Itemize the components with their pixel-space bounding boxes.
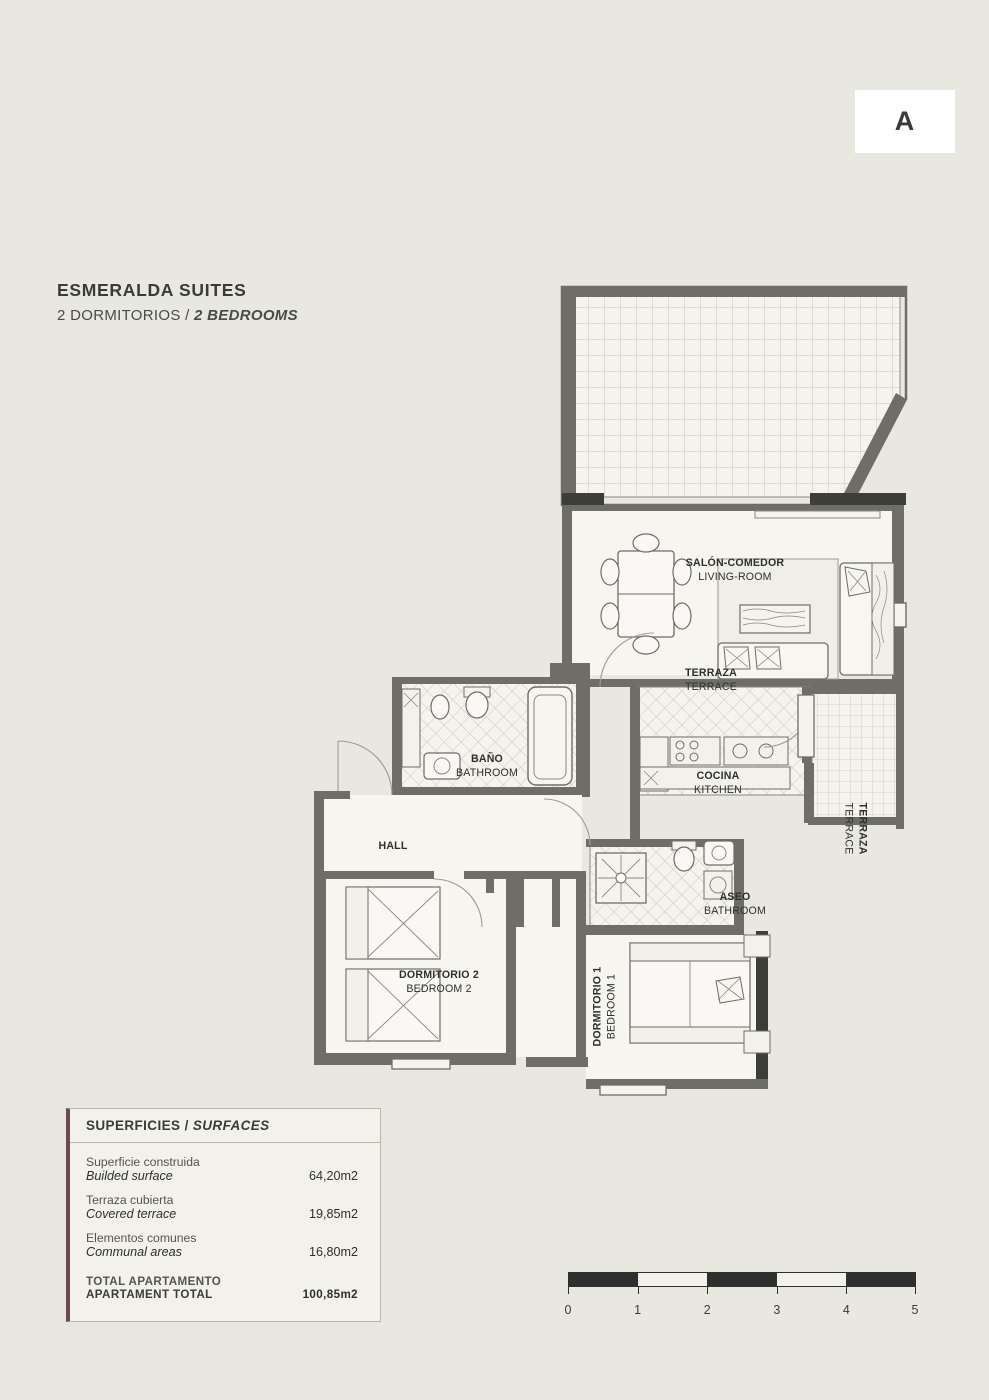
surface-row-builded	[86, 1155, 366, 1183]
surfaces-header-en: SURFACES	[192, 1118, 270, 1133]
surface-row-total	[86, 1273, 366, 1301]
surface-label-en: Builded surface	[86, 1169, 173, 1183]
surface-row-communal-areas	[86, 1231, 366, 1259]
room-label-hall: HALL	[378, 840, 408, 852]
scale-tick-label: 2	[703, 1303, 711, 1317]
room-label-terrace-main: TERRAZA TERRACE	[684, 667, 738, 693]
surface-value: 64,20m2	[308, 1169, 358, 1183]
subtitle-separator: /	[180, 307, 195, 324]
scale-tick-label: 3	[773, 1303, 781, 1317]
surface-total-value: 100,85m2	[302, 1288, 358, 1301]
scale-tick-label: 4	[842, 1303, 850, 1317]
floor-plan	[300, 275, 920, 1105]
surfaces-header-separator: /	[180, 1118, 193, 1133]
scale-segment	[846, 1273, 915, 1286]
room-label-bedroom-1: DORMITORIO 1 BEDROOM 1	[591, 966, 617, 1047]
plan-letter-badge	[855, 90, 955, 153]
surfaces-header	[70, 1109, 380, 1143]
project-title: ESMERALDA SUITES	[57, 280, 247, 300]
surface-label-es: Superficie construida	[86, 1155, 200, 1169]
room-label-kitchen: COCINA KITCHEN	[694, 770, 742, 796]
scale-segment	[638, 1273, 707, 1286]
surface-label-en: Covered terrace	[86, 1207, 177, 1221]
surface-total-label-es: TOTAL APARTAMENTO	[86, 1275, 222, 1288]
room-label-living-room: SALÓN-COMEDOR LIVING-ROOM	[685, 557, 785, 583]
scale-bar	[564, 1272, 919, 1323]
scale-segment	[707, 1273, 776, 1286]
surfaces-body	[70, 1143, 380, 1321]
room-label-bathroom-main: BAÑO BATHROOM	[455, 753, 519, 779]
scale-segment	[569, 1273, 638, 1286]
surface-label-en: Communal areas	[86, 1245, 182, 1259]
scale-segment	[777, 1273, 846, 1286]
surface-value: 16,80m2	[308, 1245, 358, 1259]
project-subtitle	[57, 307, 298, 324]
scale-ticks	[568, 1287, 916, 1294]
scale-tick-label: 0	[564, 1303, 572, 1317]
scale-tick-labels	[564, 1303, 919, 1323]
subtitle-en: 2 BEDROOMS	[194, 307, 298, 324]
scale-bar-strip	[568, 1272, 916, 1287]
scale-tick-label: 1	[634, 1303, 642, 1317]
room-label-bedroom-2: DORMITORIO 2 BEDROOM 2	[399, 969, 479, 995]
surface-label-es: Elementos comunes	[86, 1231, 197, 1245]
surface-row-covered-terrace	[86, 1193, 366, 1221]
room-label-terrace-small: TERRAZA TERRACE	[843, 802, 869, 855]
scale-tick-label: 5	[911, 1303, 919, 1317]
surface-total-label-en: APARTAMENT TOTAL	[86, 1288, 213, 1301]
room-label-aseo: ASEO BATHROOM	[703, 891, 767, 917]
surface-value: 19,85m2	[308, 1207, 358, 1221]
surface-label-es: Terraza cubierta	[86, 1193, 174, 1207]
surfaces-header-es: SUPERFICIES	[86, 1118, 181, 1133]
subtitle-es: 2 DORMITORIOS	[57, 307, 181, 324]
surfaces-table	[66, 1108, 381, 1322]
title-block	[57, 280, 298, 324]
plan-letter: A	[894, 106, 916, 136]
